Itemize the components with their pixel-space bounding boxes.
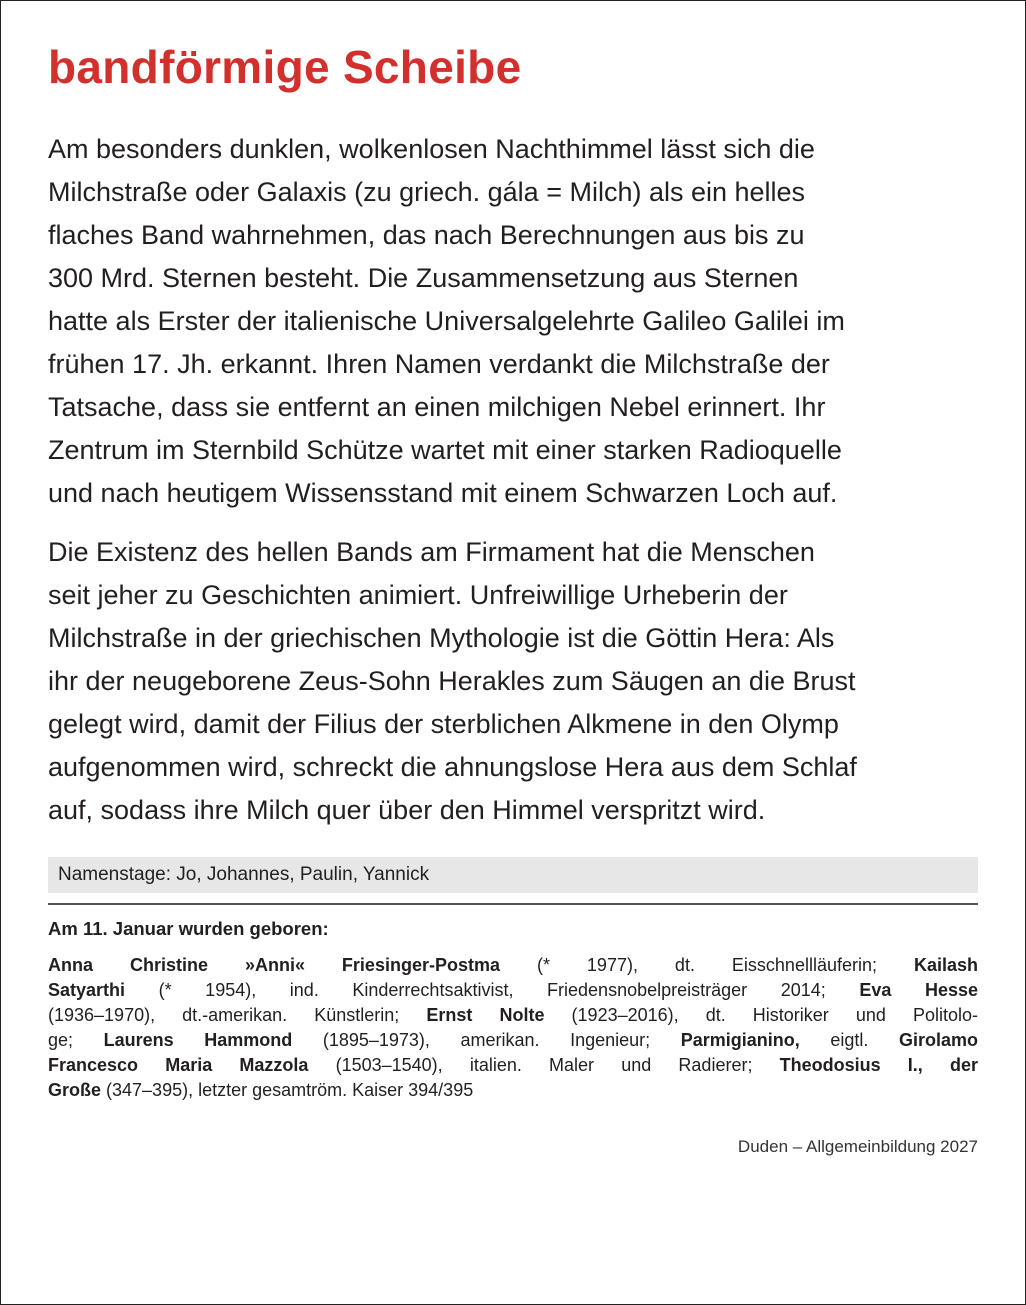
text-line: seit jeher zu Geschichten animiert. Unfreiwillige Urheberin der <box>48 580 788 610</box>
text-line: ihr der neugeborene Zeus-Sohn Herakles zum Säugen an die Brust <box>48 666 856 696</box>
text-line: aufgenommen wird, schreckt die ahnungslose Hera aus dem Schlaf <box>48 752 857 782</box>
person-name: Eva Hesse <box>859 980 978 1000</box>
person-name: Ernst Nolte <box>426 1005 545 1025</box>
person-details: ge; <box>48 1030 104 1050</box>
text-line: auf, sodass ihre Milch quer über den Himmel verspritzt wird. <box>48 795 766 825</box>
text-line: Zentrum im Sternbild Schütze wartet mit einer starken Radioquelle <box>48 435 842 465</box>
person-details: (1923–2016), dt. Historiker und Politolo- <box>544 1005 979 1025</box>
person-name: Anna Christine »Anni« Friesinger-Postma <box>48 955 500 975</box>
person-details: eigtl. <box>799 1030 899 1050</box>
person-name: Kailash <box>913 955 978 975</box>
person-details: (1895–1973), amerikan. Ingenieur; <box>292 1030 681 1050</box>
text-line: flaches Band wahrnehmen, das nach Berechnungen aus bis zu <box>48 220 805 250</box>
source-credit: Duden – Allgemeinbildung 2027 <box>737 1137 978 1156</box>
person-name: Parmigianino, <box>680 1030 800 1050</box>
text-line: gelegt wird, damit der Filius der sterblichen Alkmene in den Olymp <box>48 709 839 739</box>
namenstage-value: Jo, Johannes, Paulin, Yannick <box>171 864 430 885</box>
births-line <box>48 978 978 1003</box>
paragraph-1 <box>48 128 983 515</box>
text-line: hatte als Erster der italienische Universalgelehrte Galileo Galilei im <box>48 306 845 336</box>
text-line: Die Existenz des hellen Bands am Firmament hat die Menschen <box>48 537 815 567</box>
namenstage-box <box>48 857 978 893</box>
person-details: (* 1977), dt. Eisschnellläuferin; <box>499 955 914 975</box>
person-name: Girolamo <box>899 1030 979 1050</box>
text-line: frühen 17. Jh. erkannt. Ihren Namen verdankt die Milchstraße der <box>48 349 830 379</box>
births-line <box>48 953 978 978</box>
text-line: und nach heutigem Wissensstand mit einem Schwarzen Loch auf. <box>48 478 838 508</box>
divider <box>48 903 978 905</box>
text-line: Tatsache, dass sie entfernt an einen milchigen Nebel erinnert. Ihr <box>48 392 826 422</box>
person-name: Laurens Hammond <box>103 1030 293 1050</box>
namenstage-label: Namenstage: <box>58 864 172 885</box>
person-name: Große <box>48 1080 102 1100</box>
person-details: (1936–1970), dt.-amerikan. Künstlerin; <box>48 1005 427 1025</box>
births-list <box>48 953 978 1103</box>
person-details: (1503–1540), italien. Maler und Radierer; <box>308 1055 780 1075</box>
person-name: Satyarthi <box>48 980 126 1000</box>
births-line <box>48 1028 978 1053</box>
text-line: Am besonders dunklen, wolkenlosen Nachthimmel lässt sich die <box>48 134 815 164</box>
page-title: bandförmige Scheibe <box>48 41 522 93</box>
births-line <box>48 1003 978 1028</box>
text-line: Milchstraße oder Galaxis (zu griech. gála = Milch) als ein helles <box>48 177 806 207</box>
text-line: 300 Mrd. Sternen besteht. Die Zusammensetzung aus Sternen <box>48 263 799 293</box>
person-name: Francesco Maria Mazzola <box>48 1055 309 1075</box>
text-line: Milchstraße in der griechischen Mythologie ist die Göttin Hera: Als <box>48 623 835 653</box>
births-line <box>48 1053 978 1078</box>
births-line <box>48 1078 978 1103</box>
person-details: (347–395), letzter gesamtröm. Kaiser 394/395 <box>101 1080 474 1100</box>
births-heading: Am 11. Januar wurden geboren: <box>48 918 329 939</box>
paragraph-2 <box>48 531 983 832</box>
person-name: Theodosius I., der <box>779 1055 978 1075</box>
person-details: (* 1954), ind. Kinderrechtsaktivist, Friedensnobelpreisträger 2014; <box>125 980 860 1000</box>
